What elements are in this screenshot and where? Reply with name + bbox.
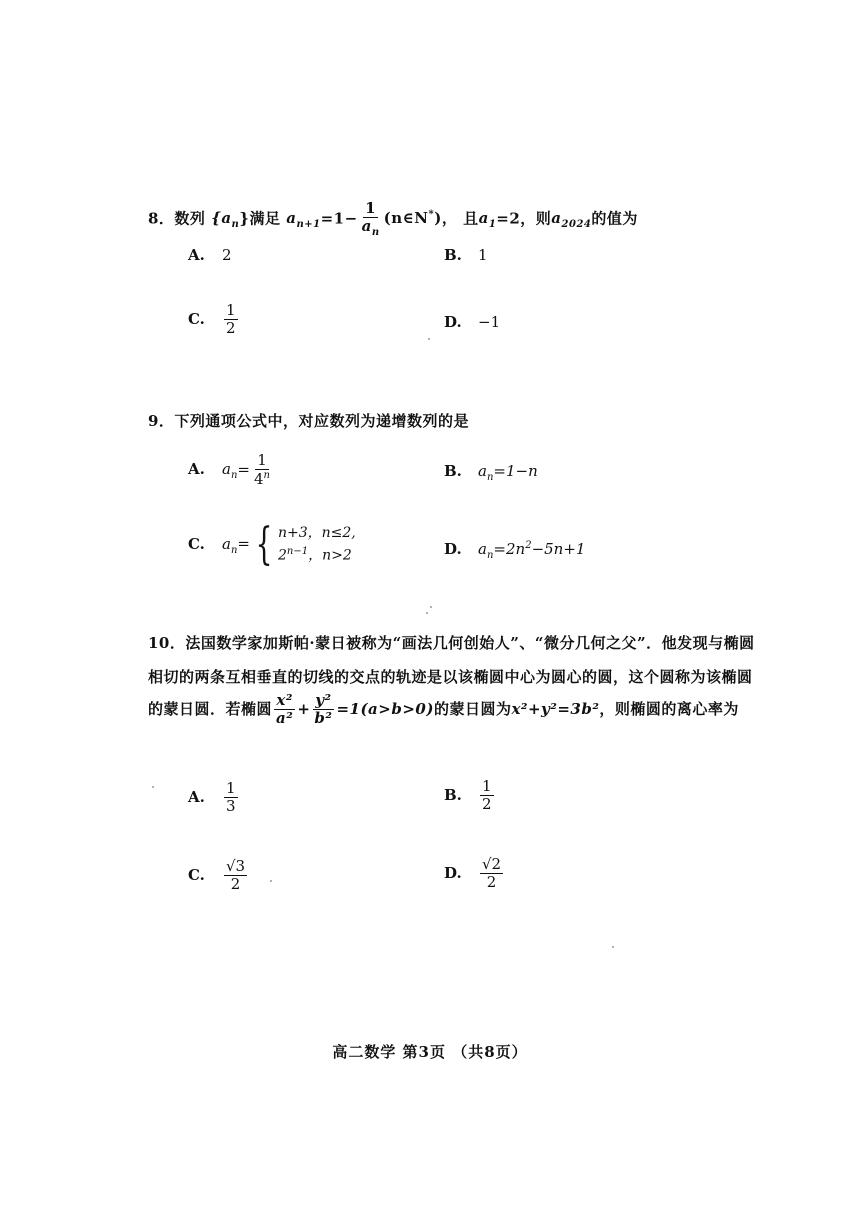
q8-seq-brace: {$a_n$ bbox=[211, 209, 240, 231]
scan-speck bbox=[152, 786, 154, 788]
case-line-1: n+3，n≤2, bbox=[277, 525, 356, 541]
q8-stem-satisfies: }满足 bbox=[239, 209, 281, 228]
q8-rel-fraction: $\frac{1}{a_n}$ bbox=[361, 199, 380, 239]
option-label: D. bbox=[444, 540, 462, 558]
q8-rel-eq: =1− bbox=[320, 209, 358, 228]
q8-stem bbox=[148, 200, 638, 239]
option-label: C. bbox=[188, 865, 205, 884]
q10-line-2: 相切的两条互相垂直的切线的交点的轨迹是以该椭圆中心为圆心的圆，这个圆称为该椭圆 bbox=[148, 668, 753, 686]
option-value: 2 bbox=[222, 246, 232, 264]
option-value: 1 bbox=[478, 246, 488, 264]
option-value: −1 bbox=[478, 313, 501, 331]
q10-option-d[interactable] bbox=[444, 856, 505, 892]
scan-speck bbox=[270, 880, 272, 882]
case-line-2: $2^{n-1}$，n>2 bbox=[277, 546, 352, 565]
q8-option-a[interactable] bbox=[188, 246, 232, 264]
q9-option-c[interactable] bbox=[188, 518, 356, 570]
q10-line3-prefix: 的蒙日圆．若椭圆 bbox=[148, 699, 273, 718]
left-brace-icon: { bbox=[255, 518, 273, 570]
q8-option-b[interactable] bbox=[444, 246, 488, 264]
option-eq: = bbox=[237, 460, 250, 479]
q8-stem-suffix: 的值为 bbox=[591, 209, 638, 228]
q8-rel-lhs: $a_{n+1}$ bbox=[286, 209, 321, 231]
option-label: D. bbox=[444, 863, 462, 882]
option-label: A. bbox=[188, 246, 205, 264]
q10-circle-equation: x²+y²=3b² bbox=[511, 699, 600, 718]
scan-speck bbox=[612, 946, 614, 948]
option-fraction: $\frac{1}{3}$ bbox=[226, 779, 236, 816]
q9-option-d[interactable] bbox=[444, 540, 585, 561]
option-fraction: $\frac{√2}{2}$ bbox=[482, 855, 502, 892]
q10-eq-rest: =1(a>b>0) bbox=[336, 699, 434, 718]
piecewise-cases bbox=[278, 522, 356, 567]
scan-speck bbox=[428, 338, 430, 340]
option-fraction: $\frac{1}{4^n}$ bbox=[253, 451, 270, 489]
q9-stem: 9．下列通项公式中，对应数列为递增数列的是 bbox=[148, 412, 469, 430]
option-label: A. bbox=[188, 787, 205, 806]
q8-a1-value: =2，则 bbox=[496, 209, 552, 228]
q10-x-fraction: $\frac{\text{x²}}{\text{a²}}$ bbox=[276, 691, 294, 728]
option-lhs: $a_n$ bbox=[478, 540, 494, 561]
q8-and: 且 bbox=[463, 209, 479, 228]
q10-option-b[interactable] bbox=[444, 778, 496, 814]
option-lhs: $a_n$ bbox=[222, 534, 238, 556]
option-fraction: $\frac{1}{2}$ bbox=[226, 301, 236, 338]
scan-speck bbox=[426, 612, 428, 614]
option-eq: = bbox=[237, 534, 250, 553]
scan-speck bbox=[430, 606, 432, 608]
option-fraction: $\frac{√3}{2}$ bbox=[226, 857, 246, 894]
option-label: B. bbox=[444, 246, 462, 264]
option-rhs: $=2n^2-5n+1$ bbox=[493, 540, 586, 558]
option-label: A. bbox=[188, 460, 205, 479]
q8-stem-prefix: 8．数列 bbox=[148, 209, 206, 228]
option-label: C. bbox=[188, 309, 205, 328]
q8-rel-condition: (n∈N*)， bbox=[383, 209, 458, 228]
q8-a2024: $a_{2024}$ bbox=[551, 209, 592, 231]
q10-plus: + bbox=[297, 699, 311, 718]
option-lhs: $a_n$ bbox=[478, 462, 494, 483]
q10-line3-mid: 的蒙日圆为 bbox=[433, 699, 512, 718]
q10-y-fraction: $\frac{\text{y²}}{\text{b²}}$ bbox=[314, 691, 333, 728]
q10-option-c[interactable] bbox=[188, 858, 249, 894]
q10-line-3 bbox=[148, 692, 739, 728]
q8-a1: $a_1$ bbox=[478, 209, 497, 231]
option-label: D. bbox=[444, 313, 462, 331]
option-label: B. bbox=[444, 462, 462, 480]
option-label: B. bbox=[444, 785, 462, 804]
q8-option-c[interactable] bbox=[188, 302, 240, 338]
q9-option-a[interactable] bbox=[188, 452, 274, 489]
q10-line-1: 10．法国数学家加斯帕·蒙日被称为“画法几何创始人”、“微分几何之父”．他发现与椭圆 bbox=[148, 634, 755, 652]
q9-option-b[interactable] bbox=[444, 462, 538, 483]
option-label: C. bbox=[188, 534, 205, 553]
page-footer: 高二数学 第3页 （共8页） bbox=[332, 1043, 528, 1061]
q10-option-a[interactable] bbox=[188, 780, 240, 816]
q8-option-d[interactable] bbox=[444, 313, 500, 331]
option-rhs: =1−n bbox=[493, 462, 538, 480]
option-fraction: $\frac{1}{2}$ bbox=[482, 777, 492, 814]
option-lhs: $a_n$ bbox=[222, 460, 238, 482]
q10-line3-suffix: ，则椭圆的离心率为 bbox=[599, 699, 739, 718]
